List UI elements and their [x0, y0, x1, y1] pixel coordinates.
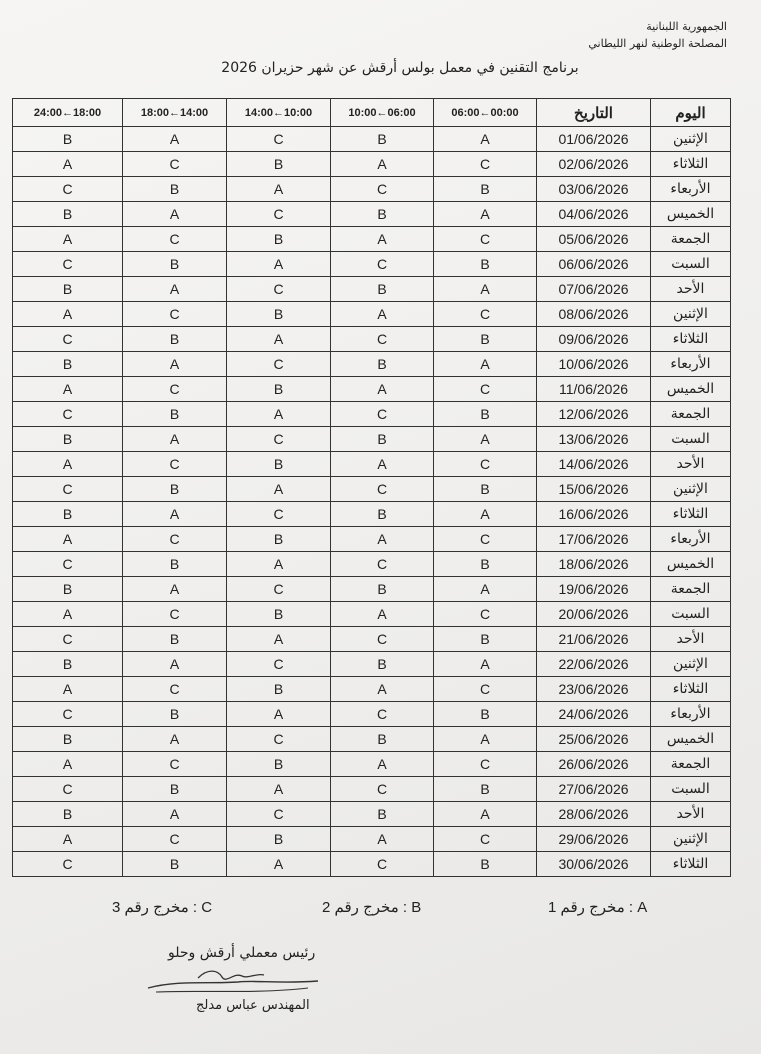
cell-shift-5: A	[13, 302, 123, 327]
cell-shift-5: A	[13, 527, 123, 552]
cell-date: 29/06/2026	[537, 827, 651, 852]
cell-shift-1: A	[434, 577, 537, 602]
header-day: اليوم	[651, 99, 731, 127]
cell-shift-5: A	[13, 602, 123, 627]
cell-shift-5: C	[13, 777, 123, 802]
table-row	[13, 502, 731, 527]
cell-shift-1: A	[434, 352, 537, 377]
cell-shift-3: B	[227, 827, 331, 852]
table-row	[13, 527, 731, 552]
cell-shift-3: A	[227, 327, 331, 352]
cell-shift-2: C	[331, 627, 434, 652]
cell-shift-5: B	[13, 577, 123, 602]
cell-shift-1: C	[434, 752, 537, 777]
header-shift-5: 24:00←18:00	[13, 99, 123, 127]
cell-shift-2: B	[331, 202, 434, 227]
table-row	[13, 377, 731, 402]
cell-shift-1: C	[434, 227, 537, 252]
cell-date: 26/06/2026	[537, 752, 651, 777]
cell-shift-5: B	[13, 802, 123, 827]
cell-shift-5: C	[13, 702, 123, 727]
cell-shift-3: A	[227, 552, 331, 577]
cell-shift-2: B	[331, 427, 434, 452]
cell-shift-1: C	[434, 302, 537, 327]
cell-date: 13/06/2026	[537, 427, 651, 452]
cell-shift-3: A	[227, 777, 331, 802]
cell-shift-2: B	[331, 502, 434, 527]
cell-shift-4: A	[123, 127, 227, 152]
cell-shift-5: C	[13, 327, 123, 352]
cell-shift-4: B	[123, 552, 227, 577]
cell-date: 02/06/2026	[537, 152, 651, 177]
table-row	[13, 252, 731, 277]
table-row	[13, 602, 731, 627]
cell-shift-2: C	[331, 252, 434, 277]
cell-day: الإثنين	[651, 127, 731, 152]
cell-shift-4: B	[123, 777, 227, 802]
cell-date: 18/06/2026	[537, 552, 651, 577]
cell-shift-1: A	[434, 652, 537, 677]
cell-shift-2: C	[331, 552, 434, 577]
letterhead	[588, 18, 727, 52]
cell-day: الإثنين	[651, 652, 731, 677]
cell-shift-5: B	[13, 277, 123, 302]
cell-shift-3: C	[227, 352, 331, 377]
cell-shift-4: C	[123, 227, 227, 252]
cell-day: الإثنين	[651, 827, 731, 852]
cell-shift-3: C	[227, 427, 331, 452]
cell-date: 04/06/2026	[537, 202, 651, 227]
table-row	[13, 352, 731, 377]
table-row	[13, 627, 731, 652]
cell-shift-2: A	[331, 602, 434, 627]
table-row	[13, 652, 731, 677]
cell-shift-1: A	[434, 502, 537, 527]
cell-day: الخميس	[651, 377, 731, 402]
cell-shift-5: B	[13, 727, 123, 752]
cell-shift-2: C	[331, 177, 434, 202]
cell-date: 14/06/2026	[537, 452, 651, 477]
table-row	[13, 227, 731, 252]
header-shift-1: 06:00←00:00	[434, 99, 537, 127]
cell-shift-4: C	[123, 527, 227, 552]
cell-shift-1: B	[434, 777, 537, 802]
cell-shift-2: B	[331, 652, 434, 677]
cell-day: الثلاثاء	[651, 502, 731, 527]
cell-shift-2: C	[331, 327, 434, 352]
cell-date: 08/06/2026	[537, 302, 651, 327]
cell-date: 22/06/2026	[537, 652, 651, 677]
cell-shift-5: B	[13, 202, 123, 227]
cell-date: 07/06/2026	[537, 277, 651, 302]
cell-shift-1: C	[434, 677, 537, 702]
cell-date: 09/06/2026	[537, 327, 651, 352]
table-row	[13, 202, 731, 227]
cell-shift-5: A	[13, 827, 123, 852]
cell-day: الخميس	[651, 552, 731, 577]
header-shift-2: 10:00←06:00	[331, 99, 434, 127]
cell-shift-1: A	[434, 202, 537, 227]
cell-date: 21/06/2026	[537, 627, 651, 652]
cell-shift-1: A	[434, 727, 537, 752]
cell-shift-1: C	[434, 152, 537, 177]
cell-shift-2: B	[331, 802, 434, 827]
table-row	[13, 852, 731, 877]
cell-date: 25/06/2026	[537, 727, 651, 752]
cell-shift-2: A	[331, 452, 434, 477]
cell-shift-1: C	[434, 827, 537, 852]
cell-shift-3: C	[227, 727, 331, 752]
cell-shift-5: C	[13, 627, 123, 652]
cell-shift-3: B	[227, 377, 331, 402]
cell-shift-1: C	[434, 602, 537, 627]
cell-shift-2: C	[331, 402, 434, 427]
cell-shift-2: A	[331, 752, 434, 777]
cell-shift-4: C	[123, 452, 227, 477]
cell-shift-3: A	[227, 627, 331, 652]
cell-shift-3: A	[227, 702, 331, 727]
cell-shift-5: A	[13, 677, 123, 702]
table-row	[13, 477, 731, 502]
letterhead-line-2: المصلحة الوطنية لنهر الليطاني	[588, 37, 727, 50]
cell-day: الثلاثاء	[651, 152, 731, 177]
cell-shift-2: A	[331, 677, 434, 702]
cell-shift-4: C	[123, 677, 227, 702]
cell-shift-3: C	[227, 802, 331, 827]
cell-day: الثلاثاء	[651, 327, 731, 352]
cell-shift-3: A	[227, 852, 331, 877]
cell-date: 28/06/2026	[537, 802, 651, 827]
cell-shift-5: C	[13, 177, 123, 202]
cell-date: 12/06/2026	[537, 402, 651, 427]
cell-shift-5: B	[13, 127, 123, 152]
cell-shift-1: B	[434, 552, 537, 577]
table-row	[13, 802, 731, 827]
cell-shift-2: A	[331, 527, 434, 552]
cell-day: الخميس	[651, 202, 731, 227]
cell-day: الأربعاء	[651, 702, 731, 727]
table-row	[13, 777, 731, 802]
schedule-table	[12, 98, 731, 877]
cell-shift-4: B	[123, 477, 227, 502]
cell-shift-3: B	[227, 227, 331, 252]
cell-shift-3: C	[227, 202, 331, 227]
header-shift-4: 18:00←14:00	[123, 99, 227, 127]
cell-shift-5: C	[13, 852, 123, 877]
cell-date: 30/06/2026	[537, 852, 651, 877]
cell-shift-4: B	[123, 852, 227, 877]
cell-shift-4: A	[123, 277, 227, 302]
handwritten-signature	[138, 960, 338, 1000]
cell-shift-5: B	[13, 502, 123, 527]
cell-date: 01/06/2026	[537, 127, 651, 152]
table-row	[13, 752, 731, 777]
cell-shift-5: C	[13, 477, 123, 502]
cell-day: الأحد	[651, 452, 731, 477]
document-title: برنامج التقنين في معمل بولس أرقش عن شهر حزيران 2026	[221, 60, 579, 76]
cell-shift-2: B	[331, 277, 434, 302]
cell-shift-1: C	[434, 527, 537, 552]
table-row	[13, 127, 731, 152]
cell-shift-1: A	[434, 427, 537, 452]
cell-shift-5: C	[13, 402, 123, 427]
cell-shift-4: A	[123, 577, 227, 602]
table-row	[13, 177, 731, 202]
header-shift-3: 14:00←10:00	[227, 99, 331, 127]
cell-shift-3: C	[227, 127, 331, 152]
cell-shift-2: B	[331, 127, 434, 152]
cell-shift-3: A	[227, 252, 331, 277]
cell-shift-4: A	[123, 802, 227, 827]
cell-shift-2: C	[331, 852, 434, 877]
cell-shift-4: C	[123, 752, 227, 777]
table-header-row	[13, 99, 731, 127]
cell-date: 16/06/2026	[537, 502, 651, 527]
cell-date: 17/06/2026	[537, 527, 651, 552]
cell-day: الثلاثاء	[651, 852, 731, 877]
table-row	[13, 277, 731, 302]
cell-shift-3: A	[227, 402, 331, 427]
cell-shift-3: B	[227, 752, 331, 777]
cell-shift-1: B	[434, 627, 537, 652]
cell-shift-4: C	[123, 377, 227, 402]
cell-day: الجمعة	[651, 577, 731, 602]
cell-date: 11/06/2026	[537, 377, 651, 402]
cell-day: السبت	[651, 427, 731, 452]
cell-shift-2: C	[331, 777, 434, 802]
cell-day: السبت	[651, 252, 731, 277]
cell-shift-1: B	[434, 477, 537, 502]
cell-shift-5: A	[13, 227, 123, 252]
cell-shift-3: B	[227, 452, 331, 477]
cell-shift-4: A	[123, 202, 227, 227]
cell-shift-2: A	[331, 227, 434, 252]
cell-day: الجمعة	[651, 227, 731, 252]
letterhead-line-1: الجمهورية اللبنانية	[646, 20, 727, 33]
cell-date: 06/06/2026	[537, 252, 651, 277]
cell-shift-2: C	[331, 702, 434, 727]
cell-shift-4: A	[123, 727, 227, 752]
cell-shift-3: C	[227, 577, 331, 602]
cell-shift-1: A	[434, 802, 537, 827]
cell-day: الثلاثاء	[651, 677, 731, 702]
cell-shift-4: C	[123, 827, 227, 852]
cell-shift-1: B	[434, 177, 537, 202]
cell-shift-4: A	[123, 652, 227, 677]
cell-shift-1: B	[434, 852, 537, 877]
cell-shift-4: C	[123, 302, 227, 327]
cell-shift-4: A	[123, 352, 227, 377]
table-row	[13, 552, 731, 577]
cell-shift-2: A	[331, 302, 434, 327]
table-row	[13, 727, 731, 752]
cell-shift-5: A	[13, 152, 123, 177]
cell-date: 05/06/2026	[537, 227, 651, 252]
cell-shift-5: A	[13, 452, 123, 477]
table-row	[13, 677, 731, 702]
cell-shift-2: A	[331, 377, 434, 402]
cell-shift-5: B	[13, 352, 123, 377]
cell-shift-4: B	[123, 402, 227, 427]
cell-date: 10/06/2026	[537, 352, 651, 377]
cell-shift-2: A	[331, 152, 434, 177]
cell-date: 03/06/2026	[537, 177, 651, 202]
cell-shift-4: C	[123, 602, 227, 627]
table-row	[13, 427, 731, 452]
table-row	[13, 402, 731, 427]
cell-day: الجمعة	[651, 752, 731, 777]
cell-shift-3: B	[227, 677, 331, 702]
cell-shift-3: A	[227, 477, 331, 502]
legend-b: B : مخرج رقم 2	[322, 899, 422, 916]
table-row	[13, 577, 731, 602]
cell-date: 15/06/2026	[537, 477, 651, 502]
cell-shift-3: A	[227, 177, 331, 202]
cell-shift-3: B	[227, 527, 331, 552]
cell-day: الأربعاء	[651, 177, 731, 202]
cell-shift-5: A	[13, 752, 123, 777]
table-row	[13, 327, 731, 352]
cell-shift-2: C	[331, 477, 434, 502]
cell-shift-2: B	[331, 727, 434, 752]
legend-c: C : مخرج رقم 3	[112, 899, 213, 916]
cell-shift-1: A	[434, 277, 537, 302]
signatory-name: المهندس عباس مدلج	[196, 998, 310, 1013]
cell-date: 24/06/2026	[537, 702, 651, 727]
cell-shift-1: B	[434, 252, 537, 277]
cell-shift-1: C	[434, 452, 537, 477]
cell-day: الخميس	[651, 727, 731, 752]
cell-shift-1: B	[434, 327, 537, 352]
cell-shift-5: C	[13, 252, 123, 277]
cell-shift-5: B	[13, 427, 123, 452]
cell-shift-3: B	[227, 152, 331, 177]
cell-shift-2: B	[331, 577, 434, 602]
table-row	[13, 302, 731, 327]
header-date: التاريخ	[537, 99, 651, 127]
cell-day: السبت	[651, 602, 731, 627]
cell-date: 20/06/2026	[537, 602, 651, 627]
cell-shift-4: B	[123, 702, 227, 727]
cell-day: الإثنين	[651, 302, 731, 327]
cell-day: الأربعاء	[651, 352, 731, 377]
cell-day: الأحد	[651, 627, 731, 652]
cell-shift-4: B	[123, 177, 227, 202]
cell-day: الأربعاء	[651, 527, 731, 552]
cell-shift-1: C	[434, 377, 537, 402]
cell-shift-4: B	[123, 627, 227, 652]
cell-shift-3: C	[227, 502, 331, 527]
cell-day: الأحد	[651, 802, 731, 827]
cell-shift-5: B	[13, 652, 123, 677]
signatory-title: رئيس معملي أرقش وحلو	[168, 945, 316, 961]
cell-shift-4: B	[123, 252, 227, 277]
legend-a: A : مخرج رقم 1	[548, 899, 648, 916]
table-row	[13, 702, 731, 727]
cell-shift-3: B	[227, 602, 331, 627]
cell-shift-4: B	[123, 327, 227, 352]
cell-day: الإثنين	[651, 477, 731, 502]
cell-shift-3: B	[227, 302, 331, 327]
table-row	[13, 452, 731, 477]
table-row	[13, 827, 731, 852]
cell-shift-3: C	[227, 652, 331, 677]
cell-shift-4: A	[123, 427, 227, 452]
cell-shift-4: C	[123, 152, 227, 177]
cell-shift-5: A	[13, 377, 123, 402]
cell-shift-3: C	[227, 277, 331, 302]
cell-shift-4: A	[123, 502, 227, 527]
cell-day: الأحد	[651, 277, 731, 302]
cell-date: 23/06/2026	[537, 677, 651, 702]
cell-date: 19/06/2026	[537, 577, 651, 602]
cell-shift-1: A	[434, 127, 537, 152]
cell-shift-2: A	[331, 827, 434, 852]
table-row	[13, 152, 731, 177]
cell-shift-2: B	[331, 352, 434, 377]
cell-shift-1: B	[434, 402, 537, 427]
cell-day: السبت	[651, 777, 731, 802]
cell-day: الجمعة	[651, 402, 731, 427]
cell-shift-5: C	[13, 552, 123, 577]
cell-date: 27/06/2026	[537, 777, 651, 802]
cell-shift-1: B	[434, 702, 537, 727]
